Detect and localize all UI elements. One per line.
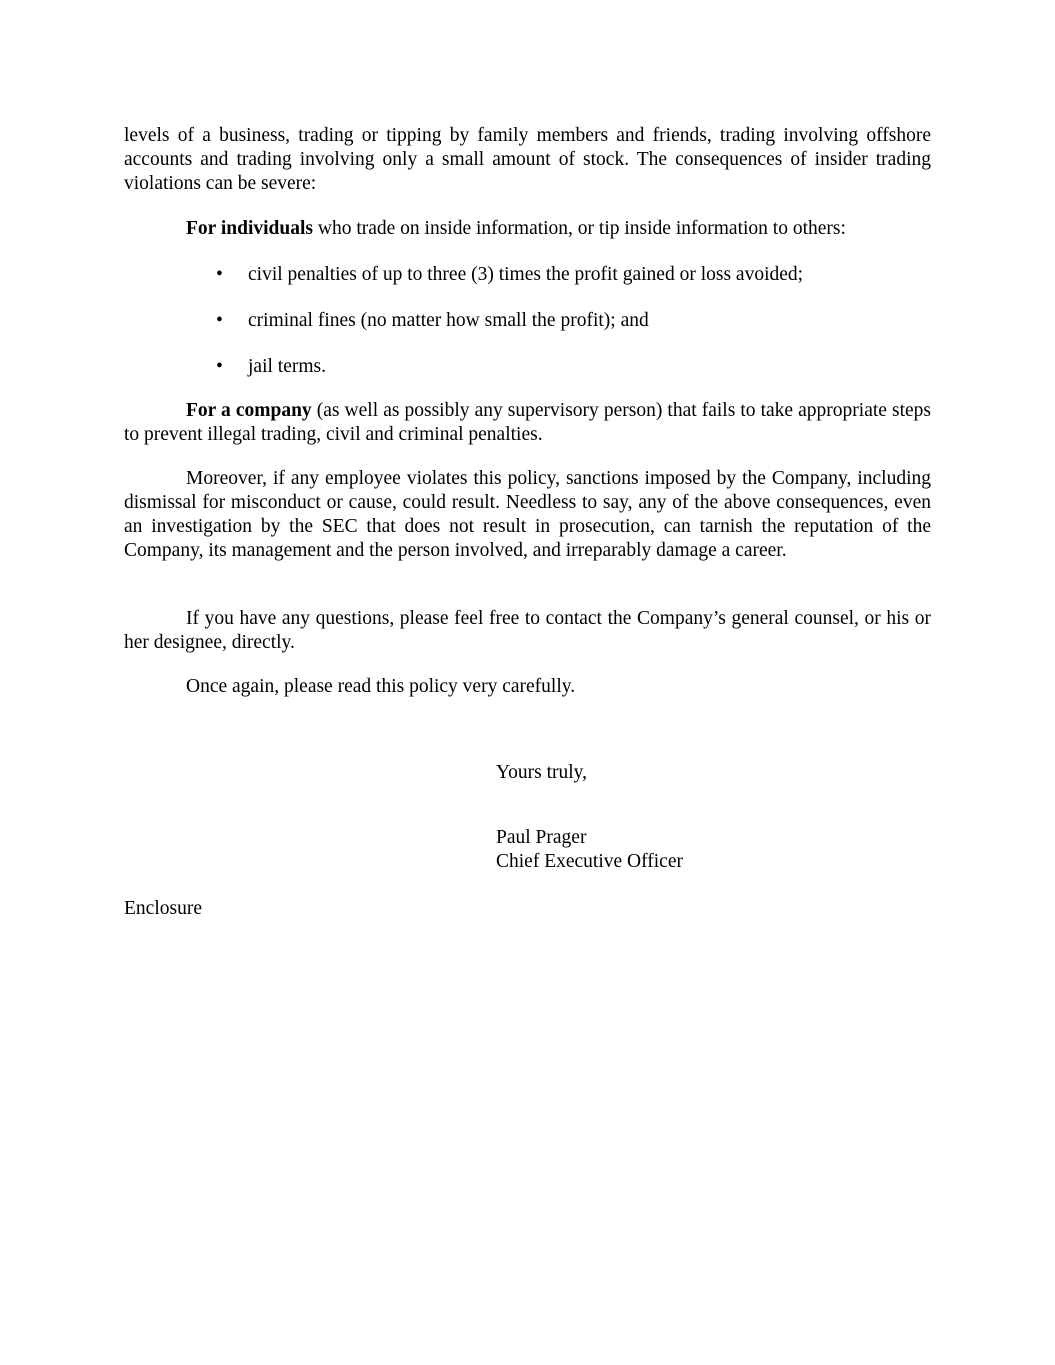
company-lead: For a company [186,400,312,421]
questions-paragraph: If you have any questions, please feel free to contact the Company’s general counsel, or his or her designee, directly. [124,608,931,653]
once-again-paragraph: Once again, please read this policy very carefully. [186,676,576,697]
company-text: (as well as possibly any supervisory person) that fails to take appropriate steps to prevent illegal trading, civil and criminal penalties. [124,400,931,445]
bullet-icon: • [216,310,223,331]
company-paragraph [124,399,931,447]
bullet-icon: • [216,264,223,285]
bullet-text: criminal fines (no matter how small the profit); and [248,310,649,331]
signer-title: Chief Executive Officer [496,851,683,872]
individuals-lead: For individuals [186,218,313,239]
signer-name: Paul Prager [496,827,587,848]
bullet-icon: • [216,356,223,377]
enclosure-note: Enclosure [124,898,202,919]
moreover-paragraph: Moreover, if any employee violates this policy, sanctions imposed by the Company, including dismissal for misconduct or cause, could result. Needless to say, any of the above consequences, even an investigation by the SEC that does not result in prosecution, can tarnish the reputation of the Company, its management and the person involved, and irreparably damage a career. [124,468,931,561]
individuals-paragraph [124,217,931,241]
individuals-text: who trade on inside information, or tip inside information to others: [312,218,846,239]
bullet-text: civil penalties of up to three (3) times the profit gained or loss avoided; [248,264,804,285]
intro-paragraph: levels of a business, trading or tipping by family members and friends, trading involving offshore accounts and trading involving only a small amount of stock. The consequences of insider trading violations can be severe: [124,125,931,194]
closing: Yours truly, [496,762,588,783]
bullet-text: jail terms. [248,356,326,377]
